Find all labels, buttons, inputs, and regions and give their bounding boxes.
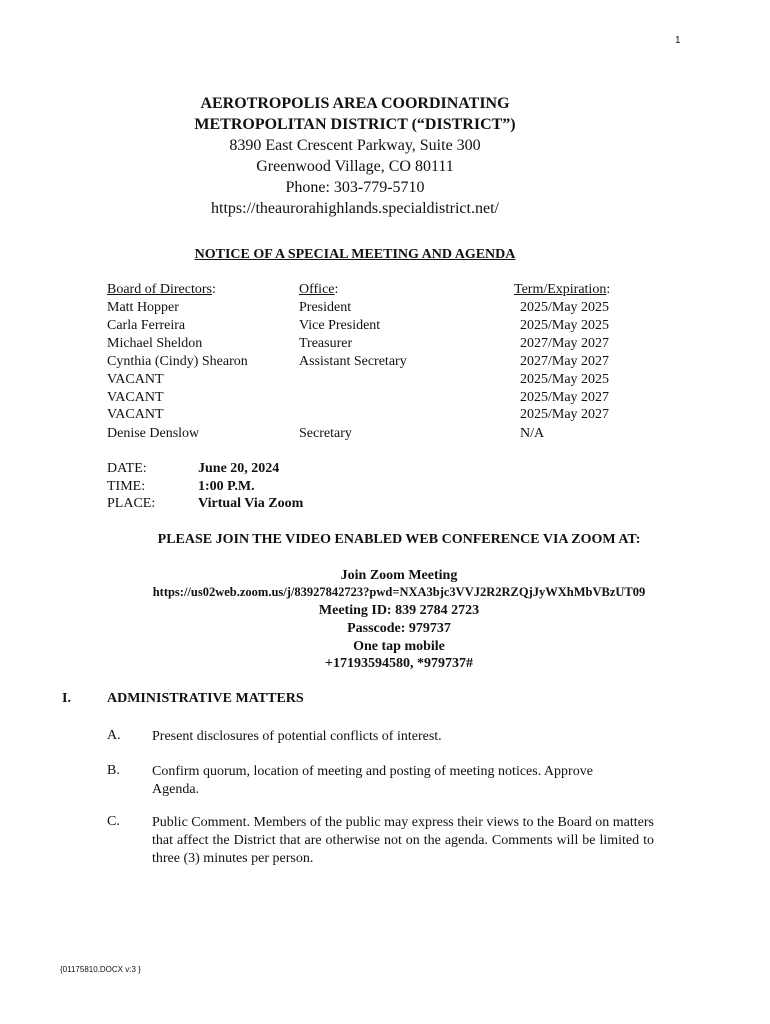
board-member-term: N/A bbox=[520, 426, 545, 441]
place-label: PLACE: bbox=[107, 496, 156, 511]
phone-line: Phone: 303-779-5710 bbox=[285, 179, 425, 196]
board-member-name: VACANT bbox=[107, 407, 164, 422]
board-header-name: Board of Directors: bbox=[107, 282, 216, 297]
zoom-tap-label: One tap mobile bbox=[353, 639, 445, 654]
document-footer: {01175810.DOCX v:3 } bbox=[60, 965, 141, 974]
board-member-term: 2025/May 2027 bbox=[520, 407, 610, 422]
org-name-line1: AEROTROPOLIS AREA COORDINATING bbox=[200, 95, 510, 112]
website-link[interactable]: https://theaurorahighlands.specialdistrict.net/ bbox=[211, 200, 499, 217]
board-header-term: Term/Expiration: bbox=[514, 282, 611, 297]
board-member-name: Carla Ferreira bbox=[107, 318, 186, 333]
page-number: 1 bbox=[675, 35, 681, 46]
board-member-term: 2027/May 2027 bbox=[520, 336, 610, 351]
zoom-heading: PLEASE JOIN THE VIDEO ENABLED WEB CONFERENCE VIA ZOOM AT: bbox=[157, 532, 641, 547]
zoom-tap-number: +17193594580, *979737# bbox=[325, 656, 473, 671]
date-label: DATE: bbox=[107, 461, 147, 476]
section-title: ADMINISTRATIVE MATTERS bbox=[107, 691, 304, 706]
agenda-item-text: Present disclosures of potential conflicts of interest. bbox=[152, 729, 442, 744]
meeting-date: June 20, 2024 bbox=[198, 461, 280, 476]
time-label: TIME: bbox=[107, 479, 146, 494]
board-member-office: Treasurer bbox=[299, 336, 353, 351]
org-name-line2: METROPOLITAN DISTRICT (“DISTRICT”) bbox=[194, 116, 516, 133]
zoom-meeting-link[interactable]: https://us02web.zoom.us/j/83927842723?pwd=NXA3bjc3VVJ2R2RZQjJyWXhMbVBzUT09 bbox=[152, 585, 646, 599]
agenda-item-text: Confirm quorum, location of meeting and posting of meeting notices. Approve Agenda. bbox=[152, 764, 593, 797]
board-member-name: VACANT bbox=[107, 390, 164, 405]
board-member-name: Denise Denslow bbox=[107, 426, 200, 441]
zoom-passcode: Passcode: 979737 bbox=[347, 621, 451, 636]
agenda-item-text: Public Comment. Members of the public may express their views to the Board on matters that affect the District that are otherwise not on the agenda. Comments will be limited to three (3) minutes per person. bbox=[152, 815, 654, 866]
agenda-item-letter: A. bbox=[107, 728, 121, 743]
board-member-term: 2025/May 2027 bbox=[520, 390, 610, 405]
board-member-office: Assistant Secretary bbox=[299, 354, 407, 369]
board-member-term: 2025/May 2025 bbox=[520, 372, 610, 387]
board-member-term: 2027/May 2027 bbox=[520, 354, 610, 369]
board-member-office: President bbox=[299, 300, 352, 315]
zoom-meeting-id: Meeting ID: 839 2784 2723 bbox=[318, 603, 480, 618]
address-line1: 8390 East Crescent Parkway, Suite 300 bbox=[229, 137, 481, 154]
board-member-name: VACANT bbox=[107, 372, 164, 387]
address-line2: Greenwood Village, CO 80111 bbox=[256, 158, 454, 175]
board-member-office: Vice President bbox=[299, 318, 381, 333]
board-member-term: 2025/May 2025 bbox=[520, 318, 610, 333]
board-header-office: Office: bbox=[299, 282, 339, 297]
board-member-name: Michael Sheldon bbox=[107, 336, 203, 351]
meeting-place: Virtual Via Zoom bbox=[198, 496, 304, 511]
meeting-time: 1:00 P.M. bbox=[198, 479, 255, 494]
notice-title: NOTICE OF A SPECIAL MEETING AND AGENDA bbox=[194, 247, 516, 262]
agenda-item-letter: B. bbox=[107, 763, 120, 778]
zoom-join-label: Join Zoom Meeting bbox=[340, 568, 458, 583]
board-member-name: Cynthia (Cindy) Shearon bbox=[107, 354, 248, 369]
board-member-name: Matt Hopper bbox=[107, 300, 179, 315]
board-member-term: 2025/May 2025 bbox=[520, 300, 610, 315]
section-numeral: I. bbox=[62, 691, 71, 706]
agenda-item-letter: C. bbox=[107, 814, 120, 829]
board-member-office: Secretary bbox=[299, 426, 352, 441]
